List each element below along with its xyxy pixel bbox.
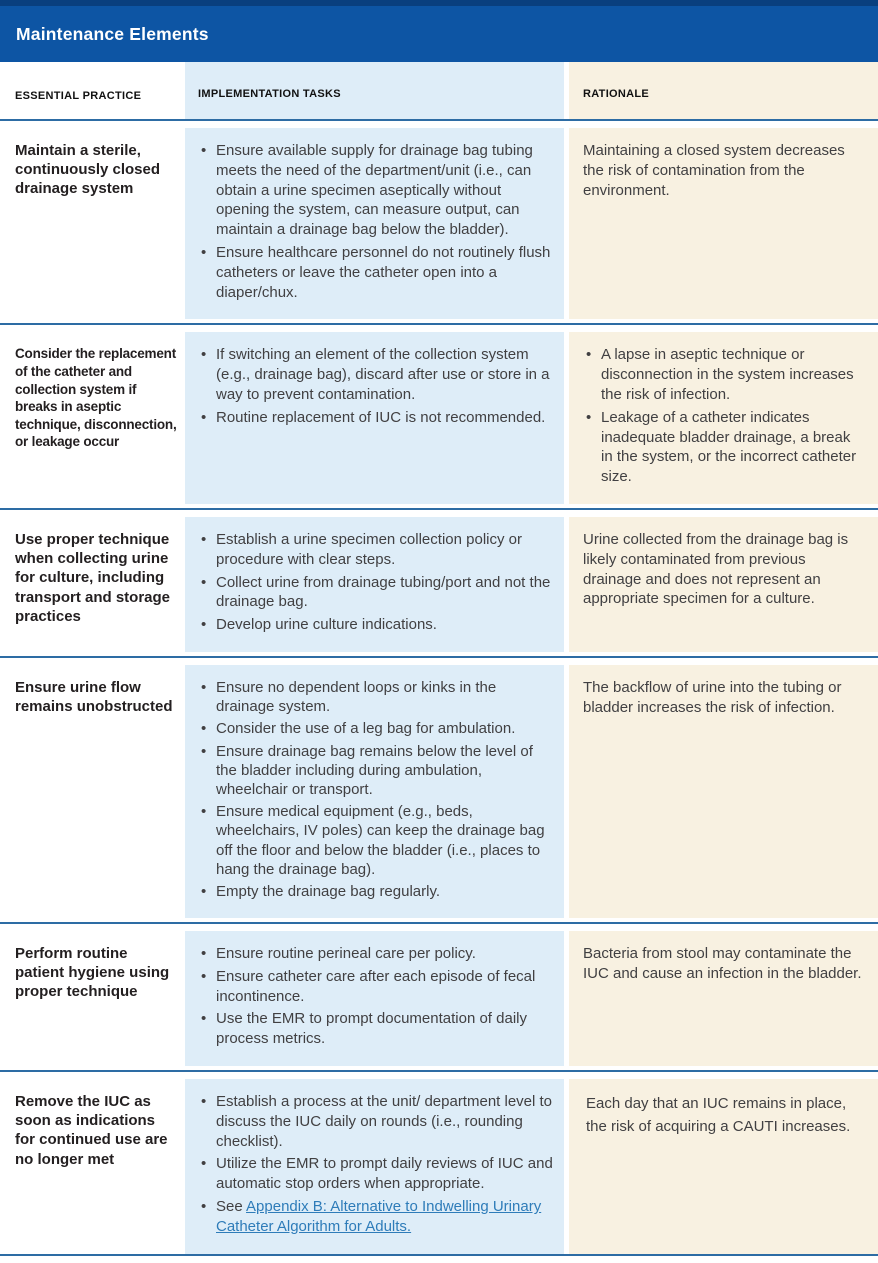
rationale-cell — [569, 517, 878, 652]
rationale-text: Maintaining a closed system decreases the risk of contamination from the environment. — [583, 142, 845, 199]
task-item: • Establish a urine specimen collection policy or procedure with clear steps. — [198, 530, 556, 570]
header-separator — [0, 119, 878, 128]
table-row — [0, 1079, 878, 1254]
rationale-cell — [569, 128, 878, 319]
practice-cell: Consider the replacement of the catheter and collection system if breaks in aseptic technique, disconnection, or leakage occur — [0, 332, 185, 504]
rationale-text: The backflow of urine into the tubing or bladder increases the risk of infection. — [583, 679, 842, 716]
tasks-cell — [185, 517, 569, 652]
task-item: • Use the EMR to prompt documentation of daily process metrics. — [198, 1009, 556, 1049]
tasks-cell — [185, 128, 569, 319]
rationale-text: Each day that an IUC remains in place, the risk of acquiring a CAUTI increases. — [586, 1095, 851, 1136]
task-item: • Ensure no dependent loops or kinks in the drainage system. — [198, 678, 556, 716]
tasks-cell — [185, 931, 569, 1066]
task-item: • Develop urine culture indications. — [198, 615, 556, 635]
task-item: • Empty the drainage bag regularly. — [198, 882, 556, 901]
practice-cell: Perform routine patient hygiene using proper technique — [0, 931, 185, 1066]
rationale-text: Urine collected from the drainage bag is likely contaminated from previous drainage and does not represent an appropriate specimen for a culture. — [583, 531, 849, 608]
column-header-essential-practice: ESSENTIAL PRACTICE — [0, 62, 185, 119]
tasks-cell — [185, 332, 569, 504]
task-item: • Consider the use of a leg bag for ambulation. — [198, 719, 556, 738]
rationale-cell — [569, 1079, 878, 1254]
task-item: • Ensure drainage bag remains below the level of the bladder including during ambulation, wheelchair or transport. — [198, 742, 556, 800]
row-separator — [0, 1254, 878, 1263]
task-item: • Ensure medical equipment (e.g., beds, wheelchairs, IV poles) can keep the drainage bag off the floor and below the bladder (i.e., places to hang the drainage bag). — [198, 802, 556, 879]
rationale-item: • Leakage of a catheter indicates inadequate bladder drainage, a break in the system, or the incorrect catheter size. — [583, 408, 864, 487]
table-row — [0, 517, 878, 652]
practice-cell: Maintain a sterile, continuously closed drainage system — [0, 128, 185, 319]
column-header-row — [0, 62, 878, 119]
rationale-cell — [569, 931, 878, 1066]
rationale-cell — [569, 332, 878, 504]
task-item: • Collect urine from drainage tubing/port and not the drainage bag. — [198, 573, 556, 613]
tasks-cell — [185, 665, 569, 918]
task-item: • Ensure available supply for drainage bag tubing meets the need of the department/unit (i.e., can obtain a urine specimen aseptically without opening the system, can measure output, can maintain a drainage bag below the bladder). — [198, 141, 556, 240]
rationale-cell — [569, 665, 878, 918]
row-separator — [0, 319, 878, 332]
table-row — [0, 665, 878, 918]
task-item: • If switching an element of the collection system (e.g., drainage bag), discard after use or store in a way to prevent contamination. — [198, 345, 556, 404]
table-title: Maintenance Elements — [16, 23, 209, 44]
row-separator — [0, 504, 878, 517]
table-rows — [0, 128, 878, 1263]
task-item: • See Appendix B: Alternative to Indwelling Urinary Catheter Algorithm for Adults. — [198, 1197, 556, 1237]
table-row — [0, 931, 878, 1066]
task-item: • Ensure catheter care after each episode of fecal incontinence. — [198, 967, 556, 1007]
task-item: • Ensure healthcare personnel do not routinely flush catheters or leave the catheter open into a diaper/chux. — [198, 243, 556, 302]
task-item: • Utilize the EMR to prompt daily reviews of IUC and automatic stop orders when appropriate. — [198, 1154, 556, 1194]
appendix-b-link[interactable]: Appendix B: Alternative to Indwelling Urinary Catheter Algorithm for Adults. — [216, 1198, 542, 1235]
table-row — [0, 128, 878, 319]
row-separator — [0, 1066, 878, 1079]
practice-cell: Ensure urine flow remains unobstructed — [0, 665, 185, 918]
column-header-implementation-tasks: IMPLEMENTATION TASKS — [185, 62, 569, 119]
rationale-item: • A lapse in aseptic technique or disconnection in the system increases the risk of infection. — [583, 345, 864, 404]
table-row — [0, 332, 878, 504]
practice-cell: Use proper technique when collecting urine for culture, including transport and storage practices — [0, 517, 185, 652]
task-item: • Ensure routine perineal care per policy. — [198, 944, 556, 964]
row-separator — [0, 652, 878, 665]
task-item: • Routine replacement of IUC is not recommended. — [198, 408, 556, 428]
practice-cell: Remove the IUC as soon as indications for continued use are no longer met — [0, 1079, 185, 1254]
row-separator — [0, 918, 878, 931]
table-title-bar — [0, 6, 878, 62]
tasks-cell — [185, 1079, 569, 1254]
column-header-rationale: RATIONALE — [569, 62, 878, 119]
task-item: • Establish a process at the unit/ department level to discuss the IUC daily on rounds (i.e., rounding checklist). — [198, 1092, 556, 1151]
rationale-text: Bacteria from stool may contaminate the IUC and cause an infection in the bladder. — [583, 945, 862, 982]
